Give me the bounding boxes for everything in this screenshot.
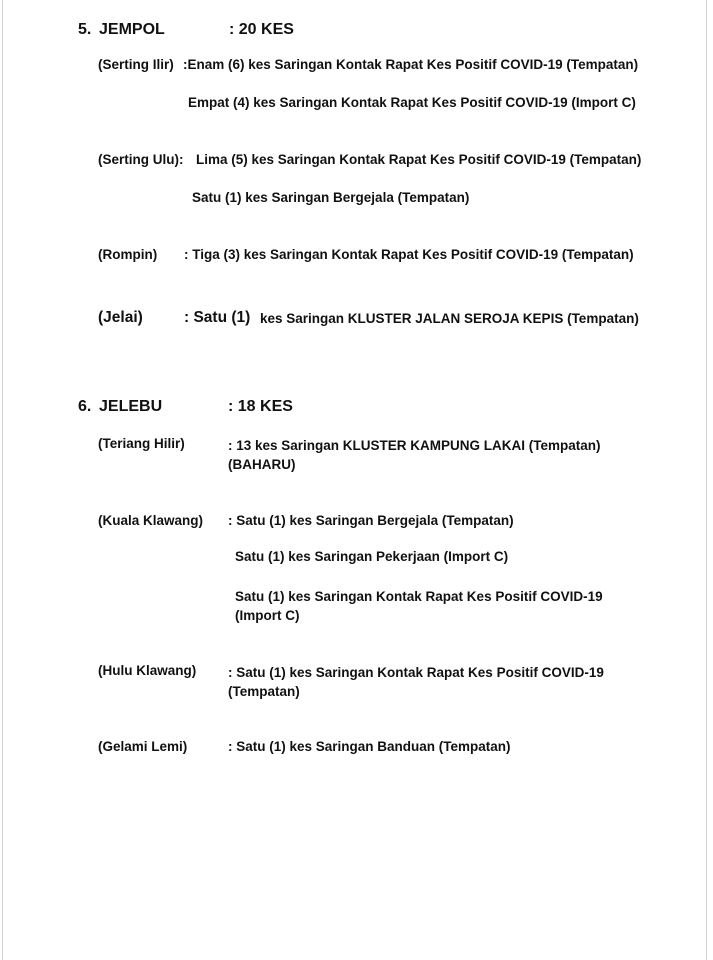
case-line: : Satu (1) kes Saringan Kontak Rapat Kes Positif COVID-19 (Tempatan) xyxy=(228,665,604,699)
area-name: (Serting Ilir) xyxy=(98,57,174,72)
case-lead: : Satu (1) xyxy=(184,309,251,326)
district-total: : 18 KES xyxy=(228,398,293,415)
district-name: JEMPOL xyxy=(99,21,165,38)
area-name: (Hulu Klawang) xyxy=(98,663,197,678)
case-line: Satu (1) kes Saringan Kontak Rapat Kes Positif COVID-19 (Import C) xyxy=(235,589,603,623)
district-total: : 20 KES xyxy=(229,21,294,38)
section-number: 5. xyxy=(78,21,92,38)
district-name: JELEBU xyxy=(99,398,163,415)
area-name: (Rompin) xyxy=(98,247,158,262)
area-name: (Serting Ulu): xyxy=(98,152,184,167)
area-name: (Gelami Lemi) xyxy=(98,739,188,754)
case-line: kes Saringan KLUSTER JALAN SEROJA KEPIS (Tempatan) xyxy=(260,311,639,326)
section-number: 6. xyxy=(78,398,92,415)
case-line: : 13 kes Saringan KLUSTER KAMPUNG LAKAI (Tempatan) (BAHARU) xyxy=(228,438,601,472)
case-line: : Satu (1) kes Saringan Banduan (Tempatan) xyxy=(228,739,511,754)
case-line: Satu (1) kes Saringan Bergejala (Tempatan) xyxy=(192,190,470,205)
page-border xyxy=(2,0,707,960)
area-name: (Kuala Klawang) xyxy=(98,513,204,528)
area-name: (Jelai) xyxy=(98,309,143,326)
case-line: Lima (5) kes Saringan Kontak Rapat Kes Positif COVID-19 (Tempatan) xyxy=(196,152,642,167)
case-line: : Satu (1) kes Saringan Bergejala (Tempatan) xyxy=(228,513,514,528)
area-name: (Teriang Hilir) xyxy=(98,436,185,451)
case-line: :Enam (6) kes Saringan Kontak Rapat Kes Positif COVID-19 (Tempatan) xyxy=(183,57,639,72)
case-line: : Tiga (3) kes Saringan Kontak Rapat Kes Positif COVID-19 (Tempatan) xyxy=(184,247,634,262)
case-line: Satu (1) kes Saringan Pekerjaan (Import C) xyxy=(235,549,509,564)
case-line: Empat (4) kes Saringan Kontak Rapat Kes Positif COVID-19 (Import C) xyxy=(188,95,636,110)
